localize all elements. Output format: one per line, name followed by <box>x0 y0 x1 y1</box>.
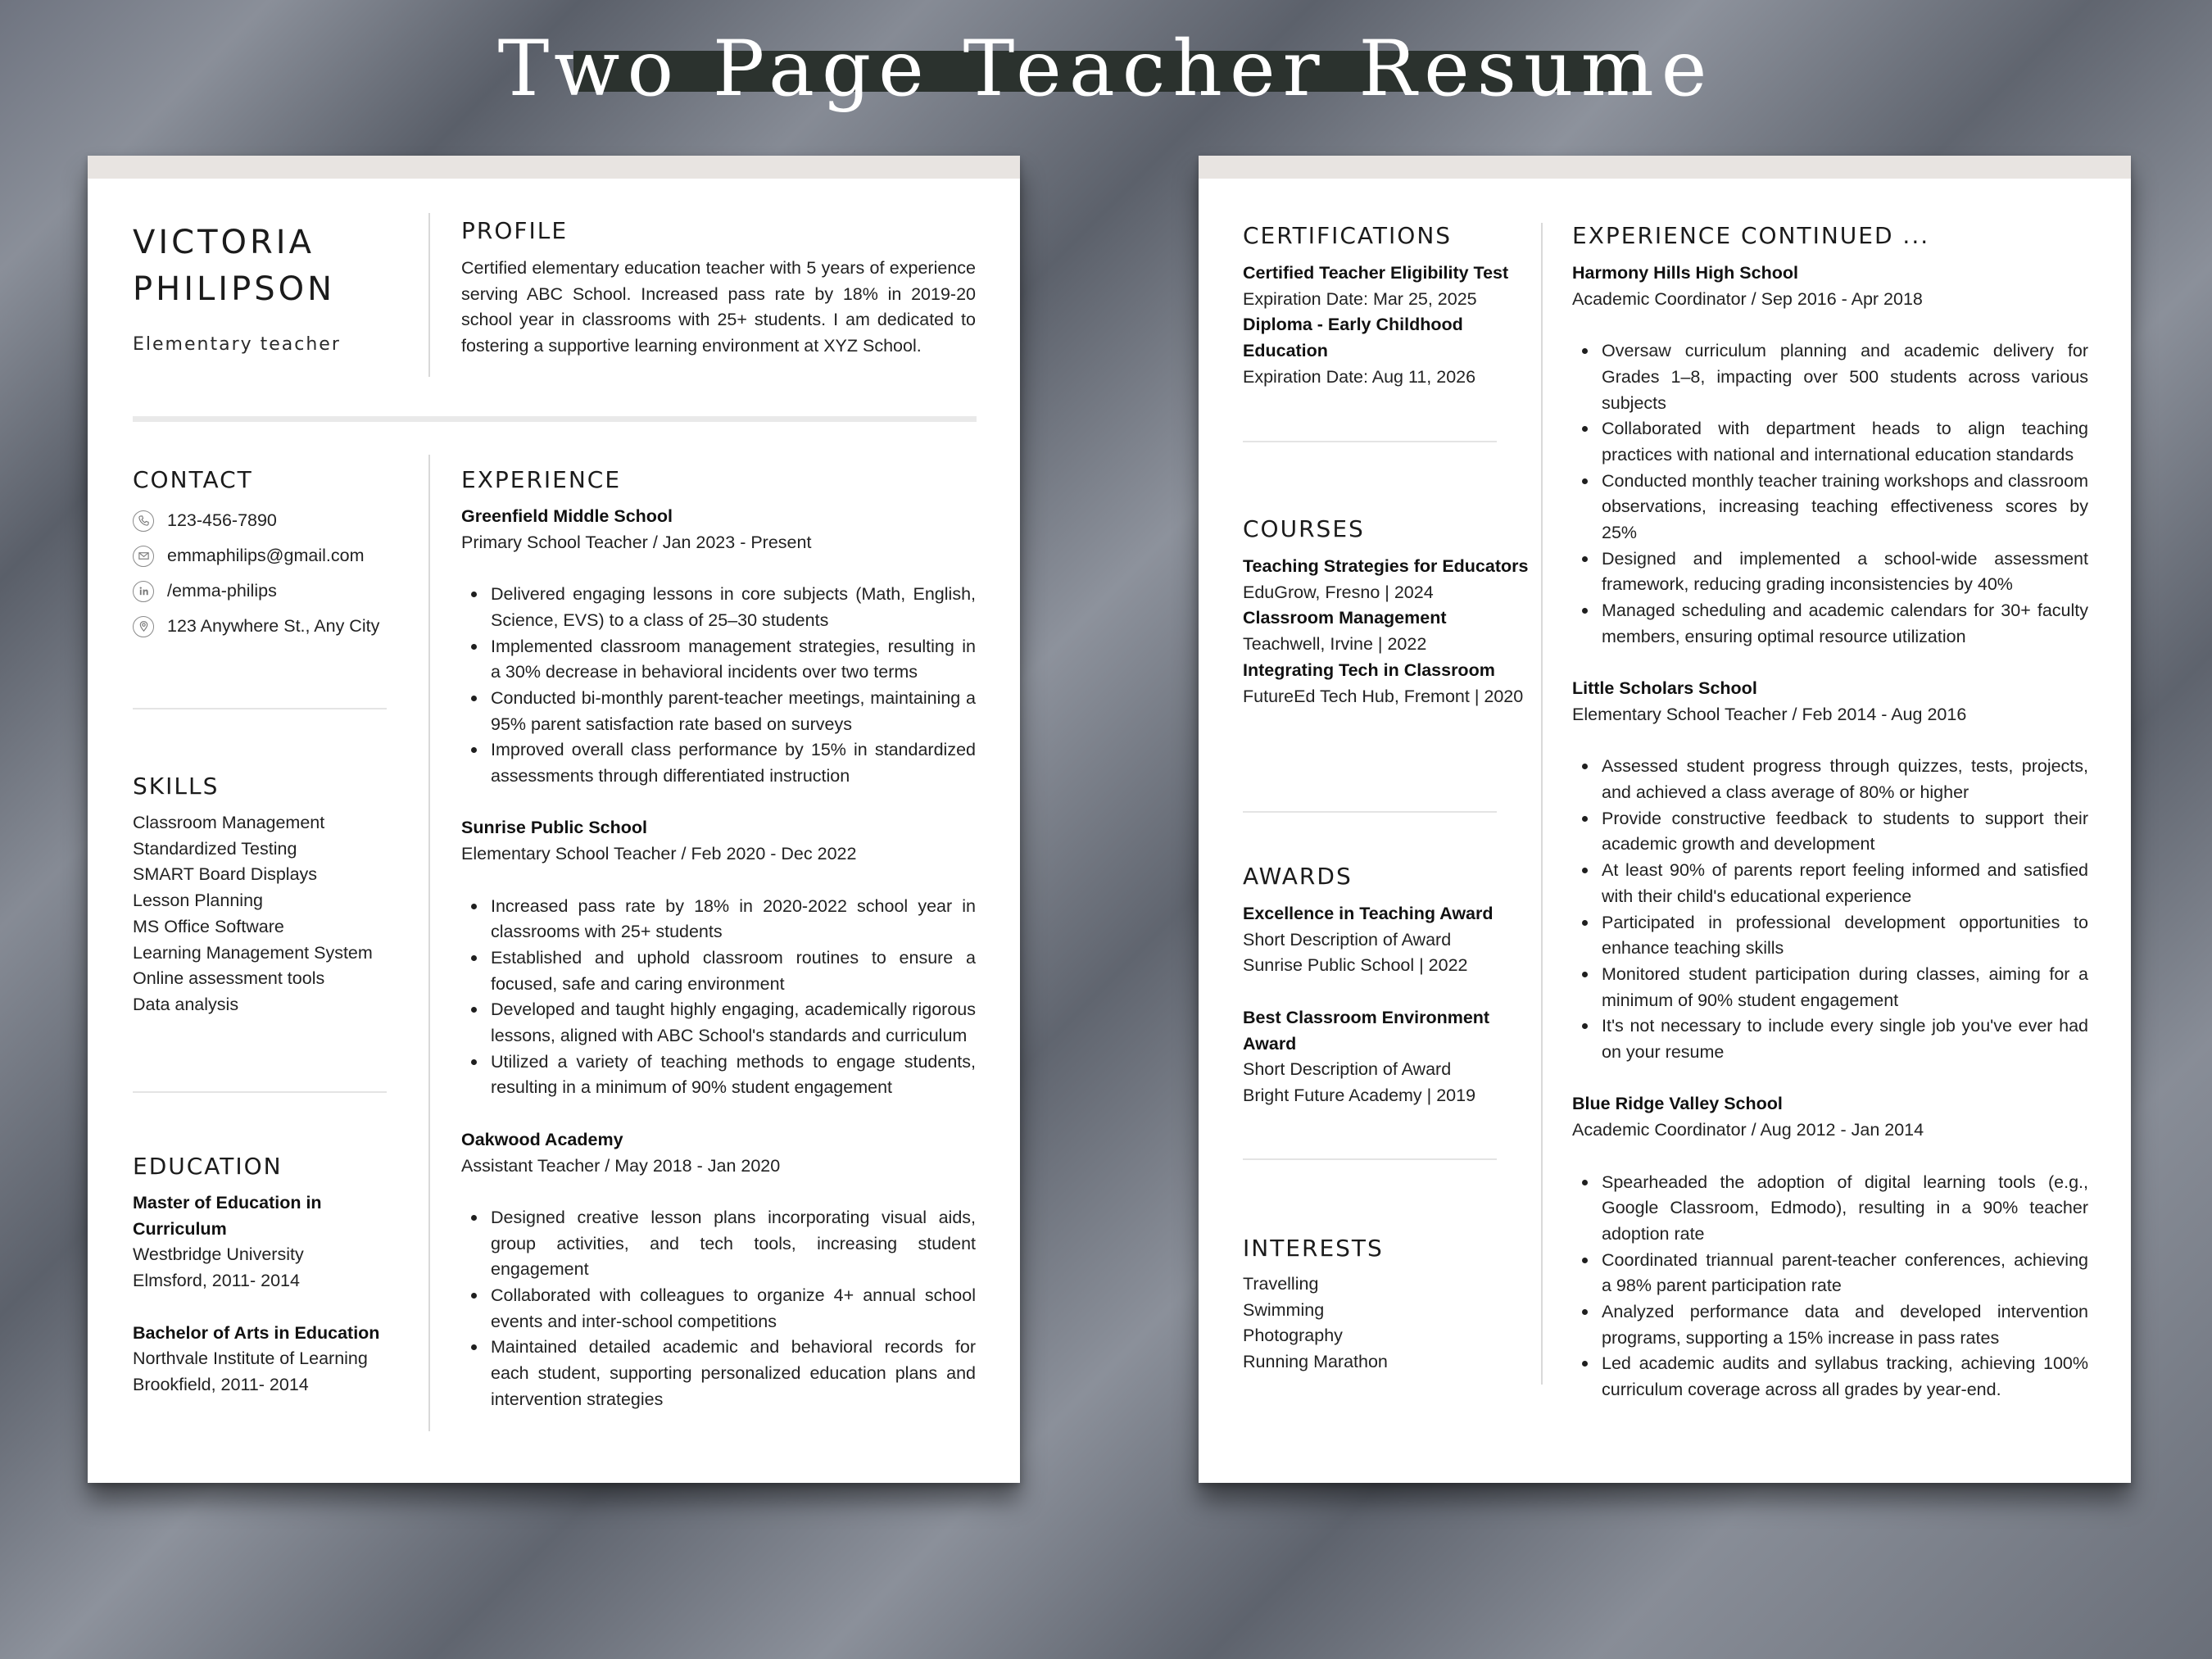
job-bullet: Utilized a variety of teaching methods to engage students, resulting in a minimum of 90% student engagement <box>461 1049 976 1101</box>
job-role: Assistant Teacher / May 2018 - Jan 2020 <box>461 1155 781 1176</box>
certification-detail: Expiration Date: Mar 25, 2025 <box>1243 288 1477 309</box>
profile-text: Certified elementary education teacher with 5 years of experience serving ABC School. Increased pass rate by 18% in 2019-20 school year in classrooms with 25+ students. I am dedicated to fostering a supportive learning environment at XYZ School. <box>461 258 976 356</box>
email-icon <box>133 546 154 567</box>
skill-item: Data analysis <box>133 994 239 1014</box>
award-detail: Sunrise Public School | 2022 <box>1243 955 1468 976</box>
skill-item: Lesson Planning <box>133 891 263 911</box>
course-detail: EduGrow, Fresno | 2024 <box>1243 582 1434 602</box>
interest-item: Running Marathon <box>1243 1352 1388 1372</box>
job-school: Blue Ridge Valley School <box>1572 1094 1783 1114</box>
skill-item: Online assessment tools <box>133 968 325 989</box>
name-last: PHILIPSON <box>133 270 335 308</box>
experience-section <box>461 465 976 1439</box>
job-role: Elementary teacher <box>133 334 341 355</box>
job-bullet: Implemented classroom management strategies, resulting in a 30% decrease in behavioral incidents over two terms <box>461 634 976 686</box>
courses-separator <box>1243 811 1497 813</box>
skill-item: Classroom Management <box>133 813 325 832</box>
course-name: Integrating Tech in Classroom <box>1243 660 1495 680</box>
job-entry <box>1572 676 2088 1066</box>
contact-section <box>133 465 411 644</box>
education-place: Elmsford, 2011- 2014 <box>133 1271 300 1291</box>
job-bullet: Maintained detailed academic and behavioral records for each student, supporting personalized education plans and intervention strategies <box>461 1335 976 1412</box>
job-role: Primary School Teacher / Jan 2023 - Present <box>461 532 812 552</box>
award-description: Short Description of Award <box>1243 929 1452 950</box>
contact-title: CONTACT <box>133 466 253 493</box>
job-role: Academic Coordinator / Sep 2016 - Apr 2018 <box>1572 288 1923 309</box>
job-bullet: Spearheaded the adoption of digital learning tools (e.g., Google Classroom, Edmodo), resulting in a 90% teacher adoption rate <box>1572 1170 2088 1248</box>
job-school: Harmony Hills High School <box>1572 263 1798 283</box>
interest-item: Swimming <box>1243 1299 1325 1320</box>
job-entry <box>461 1127 976 1413</box>
column-divider <box>1541 223 1543 1385</box>
award-detail: Bright Future Academy | 2019 <box>1243 1085 1476 1105</box>
education-title: EDUCATION <box>133 1153 283 1180</box>
job-school: Sunrise Public School <box>461 818 647 838</box>
job-role: Elementary School Teacher / Feb 2014 - Aug 2016 <box>1572 704 1967 724</box>
certifications-title: CERTIFICATIONS <box>1243 222 1453 249</box>
job-bullet: Improved overall class performance by 15% in standardized assessments through differentiated instruction <box>461 737 976 789</box>
skill-item: Standardized Testing <box>133 838 297 859</box>
job-school: Oakwood Academy <box>461 1129 623 1149</box>
certification-name: Diploma - Early Childhood Education <box>1243 315 1463 361</box>
education-school: Westbridge University <box>133 1244 304 1265</box>
education-school: Northvale Institute of Learning <box>133 1349 368 1369</box>
interest-item: Travelling <box>1243 1274 1319 1294</box>
job-role: Elementary School Teacher / Feb 2020 - Dec 2022 <box>461 844 857 864</box>
course-name: Classroom Management <box>1243 608 1447 628</box>
job-bullet: Led academic audits and syllabus tracking, achieving 100% curriculum coverage across all grades by year-end. <box>1572 1351 2088 1403</box>
course-name: Teaching Strategies for Educators <box>1243 556 1529 576</box>
job-bullet: Collaborated with colleagues to organize 4+ annual school events and inter-school competitions <box>461 1283 976 1335</box>
job-bullet: It's not necessary to include every single job you've ever had on your resume <box>1572 1013 2088 1065</box>
contact-phone-text: 123-456-7890 <box>167 510 277 530</box>
job-school: Little Scholars School <box>1572 678 1757 699</box>
job-bullet: Monitored student participation during classes, aiming for a minimum of 90% student engagement <box>1572 962 2088 1013</box>
profile-title: PROFILE <box>461 217 569 244</box>
skill-item: SMART Board Displays <box>133 864 318 885</box>
name-first: VICTORIA <box>133 224 315 261</box>
job-entry <box>1572 1091 2088 1403</box>
job-bullet: Provide constructive feedback to students to support their academic growth and development <box>1572 806 2088 858</box>
linkedin-icon <box>133 581 154 602</box>
education-place: Brookfield, 2011- 2014 <box>133 1374 309 1394</box>
header-divider <box>428 213 430 377</box>
contact-linkedin-text: /emma-philips <box>167 580 277 601</box>
awards-separator <box>1243 1158 1497 1160</box>
courses-title: COURSES <box>1243 515 1365 542</box>
job-entry <box>461 815 976 1101</box>
contact-linkedin[interactable] <box>133 573 411 609</box>
contact-email[interactable] <box>133 538 411 573</box>
job-bullet: Analyzed performance data and developed intervention programs, supporting a 15% increase in pass rates <box>1572 1299 2088 1351</box>
award-name: Best Classroom Environment Award <box>1243 1007 1490 1054</box>
skills-separator <box>133 1091 387 1093</box>
certifications-section <box>1243 221 1538 391</box>
education-section <box>133 1152 419 1398</box>
course-detail: Teachwell, Irvine | 2022 <box>1243 634 1427 655</box>
header-separator <box>133 416 977 422</box>
courses-section <box>1243 514 1538 709</box>
name-block <box>133 220 395 355</box>
skills-section <box>133 772 411 1018</box>
job-bullet: Conducted bi-monthly parent-teacher meetings, maintaining a 95% parent satisfaction rate based on surveys <box>461 686 976 737</box>
job-bullet: Collaborated with department heads to align teaching practices with national and international education standards <box>1572 416 2088 468</box>
award-description: Short Description of Award <box>1243 1059 1452 1080</box>
contact-address[interactable] <box>133 609 411 644</box>
certification-detail: Expiration Date: Aug 11, 2026 <box>1243 366 1476 387</box>
awards-title: AWARDS <box>1243 863 1353 890</box>
job-school: Greenfield Middle School <box>461 506 673 526</box>
job-bullet: Coordinated triannual parent-teacher conferences, achieving a 98% parent participation rate <box>1572 1248 2088 1299</box>
location-icon <box>133 616 154 637</box>
job-entry <box>1572 261 2088 650</box>
interests-section <box>1243 1234 1538 1376</box>
resume-page-1 <box>88 156 1020 1483</box>
profile-section <box>461 216 976 360</box>
skill-item: MS Office Software <box>133 916 284 936</box>
job-bullet: Established and uphold classroom routines to ensure a focused, safe and caring environment <box>461 945 976 997</box>
job-bullet: Designed and implemented a school-wide assessment framework, reducing grading inconsistencies by 40% <box>1572 546 2088 598</box>
awards-section <box>1243 862 1538 1109</box>
job-bullet: Designed creative lesson plans incorporating visual aids, group activities, and tech tools, increasing student engagement <box>461 1205 976 1283</box>
main-title: Two Page Teacher Resume <box>497 25 1715 114</box>
contact-address-text: 123 Anywhere St., Any City <box>167 615 380 636</box>
education-degree: Bachelor of Arts in Education <box>133 1322 380 1343</box>
job-bullet: Delivered engaging lessons in core subjects (Math, English, Science, EVS) to a class of 25–30 students <box>461 582 976 633</box>
certifications-separator <box>1243 441 1497 442</box>
contact-phone[interactable] <box>133 503 411 538</box>
interests-title: INTERESTS <box>1243 1235 1384 1262</box>
job-bullet: At least 90% of parents report feeling informed and satisfied with their child's educational experience <box>1572 858 2088 909</box>
job-bullet: Increased pass rate by 18% in 2020-2022 school year in classrooms with 25+ students <box>461 894 976 945</box>
job-entry <box>461 504 976 790</box>
resume-page-2 <box>1199 156 2131 1483</box>
education-degree: Master of Education in Curriculum <box>133 1193 322 1239</box>
column-divider <box>428 455 430 1431</box>
award-name: Excellence in Teaching Award <box>1243 904 1494 923</box>
phone-icon <box>133 510 154 532</box>
contact-separator <box>133 708 387 709</box>
skills-list <box>133 810 411 1018</box>
job-bullet: Managed scheduling and academic calendars for 30+ faculty members, ensuring optimal resource utilization <box>1572 598 2088 650</box>
job-bullet: Developed and taught highly engaging, academically rigorous lessons, aligned with ABC School's standards and curriculum <box>461 997 976 1049</box>
job-role: Academic Coordinator / Aug 2012 - Jan 2014 <box>1572 1120 1924 1140</box>
certification-name: Certified Teacher Eligibility Test <box>1243 263 1509 283</box>
job-bullet: Participated in professional development opportunities to enhance teaching skills <box>1572 910 2088 962</box>
skills-title: SKILLS <box>133 773 220 800</box>
skill-item: Learning Management System <box>133 942 373 963</box>
job-bullet: Oversaw curriculum planning and academic delivery for Grades 1–8, impacting over 500 students across various subjects <box>1572 338 2088 416</box>
interest-item: Photography <box>1243 1326 1343 1346</box>
experience-continued-title: EXPERIENCE CONTINUED ... <box>1572 222 1930 249</box>
job-bullet: Conducted monthly teacher training workshops and classroom observations, increasing teaching effectiveness scores by 25% <box>1572 469 2088 546</box>
contact-email-text: emmaphilips@gmail.com <box>167 545 365 565</box>
experience-continued-section <box>1572 221 2088 1430</box>
job-bullet: Assessed student progress through quizzes, tests, projects, and achieved a class average of 80% or higher <box>1572 754 2088 805</box>
course-detail: FutureEd Tech Hub, Fremont | 2020 <box>1243 686 1524 706</box>
experience-title: EXPERIENCE <box>461 466 622 493</box>
